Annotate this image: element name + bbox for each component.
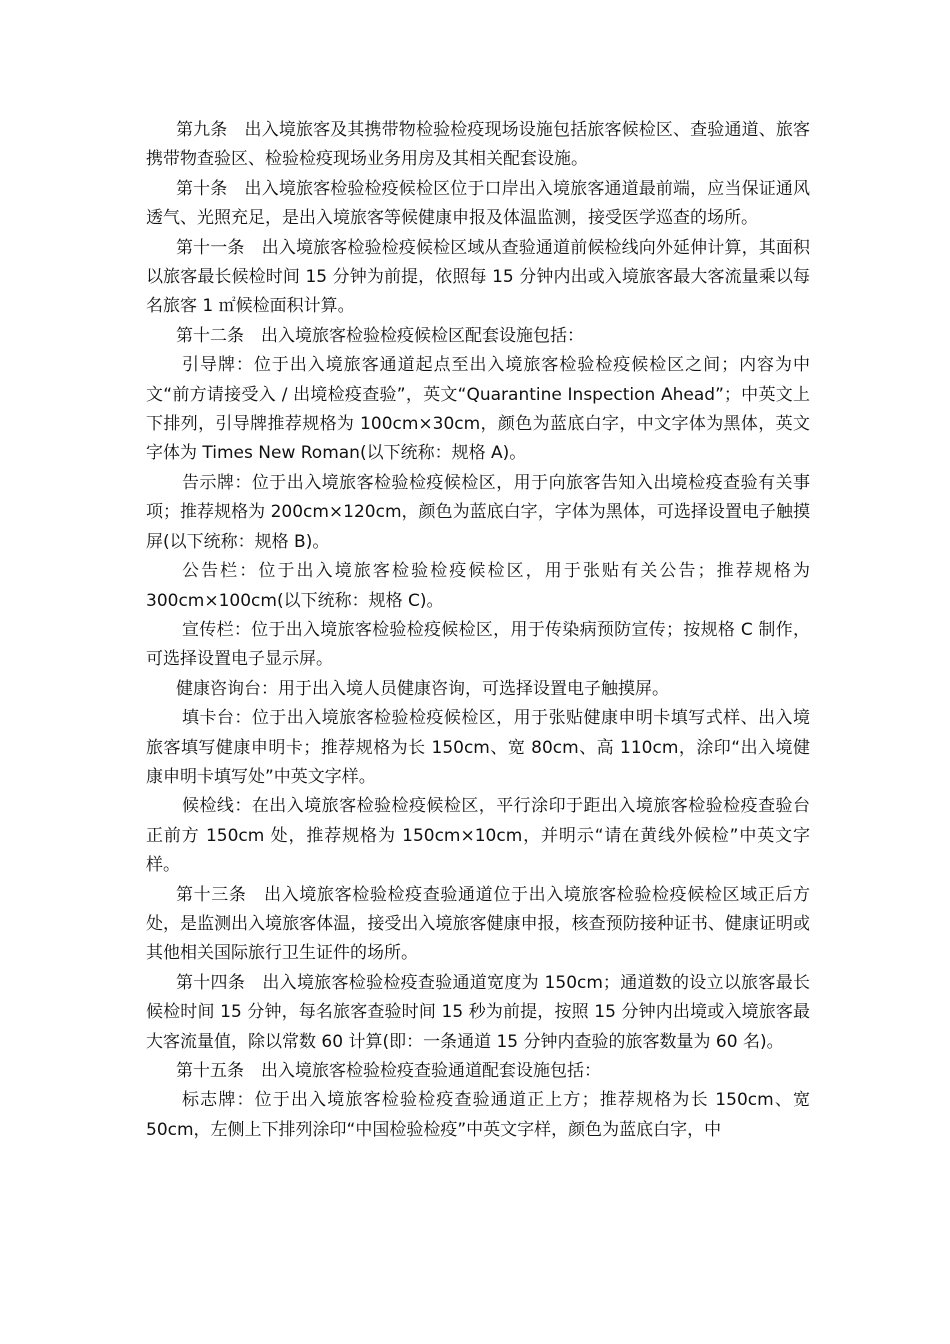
article-11-paragraph: 第十一条 出入境旅客检验检疫候检区域从查验通道前候检线向外延伸计算，其面积以旅客最长候检时间 15 分钟为前提，依照每 15 分钟内出或入境旅客最大客流量乘以每名旅客 1 ㎡候检面积计算。	[146, 237, 810, 317]
card-desk-paragraph: 填卡台：位于出入境旅客检验检疫候检区，用于张贴健康申明卡填写式样、出入境旅客填写健康申明卡；推荐规格为长 150cm、宽 80cm、高 110cm，涂印“出入境健康申明卡填写处”中英文字样。	[146, 708, 810, 787]
article-9-paragraph: 第九条 出入境旅客及其携带物检验检疫现场设施包括旅客候检区、查验通道、旅客携带物查验区、检验检疫现场业务用房及其相关配套设施。	[146, 120, 810, 170]
waiting-line-paragraph: 候检线：在出入境旅客检验检疫候检区，平行涂印于距出入境旅客检验检疫查验台正前方 150cm 处，推荐规格为 150cm×10cm，并明示“请在黄线外候检”中英文字样。	[146, 796, 810, 876]
notice-sign-paragraph: 告示牌：位于出入境旅客检验检疫候检区，用于向旅客告知入出境检疫查验有关事项；推荐规格为 200cm×120cm，颜色为蓝底白字，字体为黑体，可选择设置电子触摸屏(以下统称：规格 B)。	[146, 472, 810, 552]
article-13-paragraph: 第十三条 出入境旅客检验检疫查验通道位于出入境旅客检验检疫候检区域正后方处，是监测出入境旅客体温，接受出入境旅客健康申报，核查预防接种证书、健康证明或其他相关国际旅行卫生证件的场所。	[146, 884, 810, 964]
guide-sign-paragraph: 引导牌：位于出入境旅客通道起点至出入境旅客检验检疫候检区之间；内容为中文“前方请接受入 / 出境检疫查验”，英文“Quarantine Inspection Ahead”；中英文上下排列，引导牌推荐规格为 100cm×30cm，颜色为蓝底白字，中文字体为黑体，英文字体为 Times New Roman(以下统称：规格 A)。	[146, 355, 810, 464]
article-14-paragraph: 第十四条 出入境旅客检验检疫查验通道宽度为 150cm；通道数的设立以旅客最长候检时间 15 分钟，每名旅客查验时间 15 秒为前提，按照 15 分钟内出境或入境旅客最大客流量值，除以常数 60 计算(即：一条通道 15 分钟内查验的旅客数量为 60 名)。	[146, 972, 810, 1052]
publicity-board-paragraph: 宣传栏：位于出入境旅客检验检疫候检区，用于传染病预防宣传；按规格 C 制作，可选择设置电子显示屏。	[146, 619, 810, 670]
article-10-paragraph: 第十条 出入境旅客检验检疫候检区位于口岸出入境旅客通道最前端，应当保证通风透气、光照充足，是出入境旅客等候健康申报及体温监测，接受医学巡查的场所。	[146, 178, 810, 229]
sign-board-paragraph: 标志牌：位于出入境旅客检验检疫查验通道正上方；推荐规格为长 150cm、宽 50cm，左侧上下排列涂印“中国检验检疫”中英文字样，颜色为蓝底白字，中	[146, 1090, 810, 1140]
document-page	[146, 116, 810, 1145]
bulletin-board-paragraph: 公告栏：位于出入境旅客检验检疫候检区，用于张贴有关公告；推荐规格为 300cm×100cm(以下统称：规格 C)。	[146, 561, 810, 611]
article-15-paragraph: 第十五条 出入境旅客检验检疫查验通道配套设施包括：	[176, 1061, 601, 1081]
health-desk-paragraph: 健康咨询台：用于出入境人员健康咨询，可选择设置电子触摸屏。	[176, 678, 669, 699]
article-12-paragraph: 第十二条 出入境旅客检验检疫候检区配套设施包括：	[176, 325, 584, 346]
